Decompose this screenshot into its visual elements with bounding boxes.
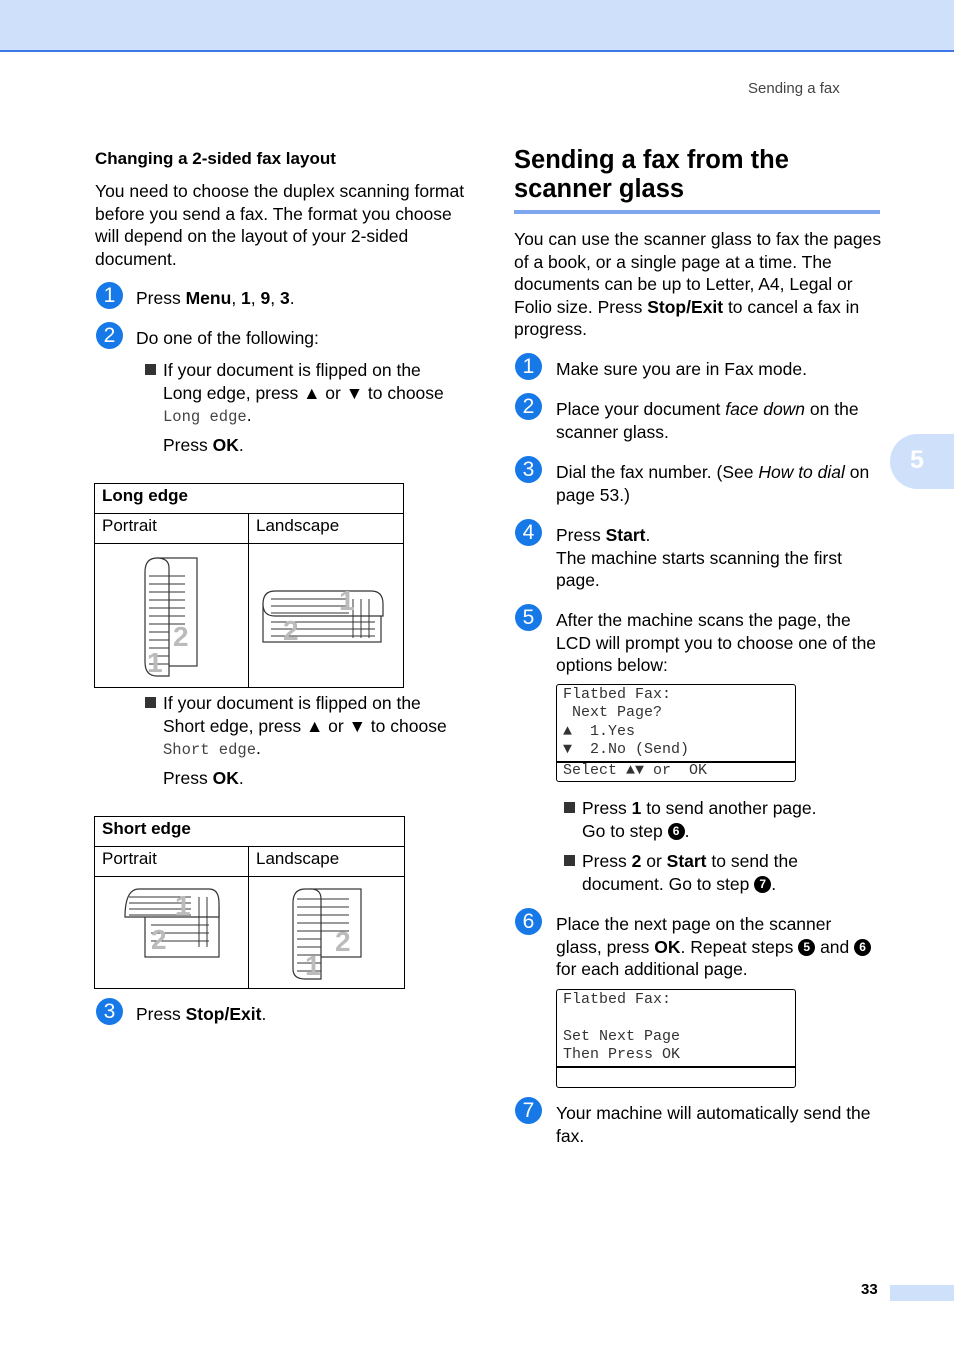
step-2-text: Place your document face down on the scanner glass. [556,399,859,442]
step-1-text: Make sure you are in Fax mode. [556,359,807,379]
step-number-2: 2 [96,322,123,349]
section-rule [514,210,880,214]
svg-text:2: 2 [151,924,167,955]
step-7-text: Your machine will automatically send the fax. [556,1103,871,1146]
bullet-square [564,802,575,813]
subheading: Changing a 2-sided fax layout [95,149,336,168]
chapter-number: 5 [910,446,924,474]
portrait-long-edge-figure [95,544,249,688]
step-number-6: 6 [515,908,542,935]
step-2-text: Do one of the following: [136,328,319,348]
table-title: Long edge [95,484,404,514]
bullet-square [145,697,156,708]
svg-text:1: 1 [147,647,163,678]
portrait-long-flip-icon [95,544,248,682]
lcd-display-next-page [556,684,796,782]
step-number-2: 2 [515,393,542,420]
step-ref-7: 7 [754,876,771,893]
lcd-line: Then Press OK [563,1046,681,1063]
bullet-long-edge: If your document is flipped on the Long edge, press ▲ or ▼ to choose Long edge. [163,360,444,426]
step-3-text: Press Stop/Exit. [136,1004,267,1024]
step-number-4: 4 [515,519,542,546]
step-ref-5: 5 [798,939,815,956]
step-number-3: 3 [515,456,542,483]
lcd-line: Select ▲▼ or OK [563,762,708,779]
svg-text:2: 2 [283,615,299,646]
section-title: Sending a fax from the scanner glass [514,146,789,203]
column-landscape: Landscape [249,514,404,544]
top-banner [0,0,954,52]
step-4-text: Press Start. The machine starts scanning the first page. [556,525,842,590]
svg-text:1: 1 [339,585,355,616]
intro-paragraph: You need to choose the duplex scanning format before you send a fax. The format you choose will depend on the layout of your 2-sided document. [95,181,465,269]
press-ok-short: Press OK. [163,768,244,788]
short-edge-table [94,816,405,989]
column-landscape: Landscape [249,847,405,877]
section-intro: You can use the scanner glass to fax the pages of a book, or a single page at a time. The documents can be up to Letter, A4, Legal or Folio size. Press Stop/Exit to cancel a fax in progress. [514,229,882,339]
chapter-tab [890,434,954,489]
svg-text:1: 1 [305,950,321,981]
step-number-7: 7 [515,1097,542,1124]
lcd-divider [557,1066,795,1068]
svg-text:2: 2 [173,621,189,652]
landscape-long-edge-figure [249,544,404,688]
lcd-line: ▼ 2.No (Send) [563,741,690,758]
step-number-1: 1 [515,353,542,380]
bullet-send-fax: Press 2 or Start to send the document. Go to step 7 . [582,851,798,894]
lcd-line: ▲ 1.Yes [563,723,636,740]
column-portrait: Portrait [95,847,249,877]
press-ok-long: Press OK. [163,435,244,455]
portrait-short-flip-icon [95,877,248,983]
svg-text:2: 2 [335,926,351,957]
lcd-line: Flatbed Fax: [563,991,672,1008]
landscape-long-flip-icon [249,544,403,682]
step-5-text: After the machine scans the page, the LCD will prompt you to choose one of the options below: [556,610,877,675]
lcd-line: Flatbed Fax: [563,686,672,703]
step-number-3: 3 [96,998,123,1025]
bullet-send-another: Press 1 to send another page. Go to step 6 . [582,798,817,841]
footer-bar [890,1285,954,1301]
landscape-short-edge-figure [249,877,405,989]
bullet-short-edge: If your document is flipped on the Short edge, press ▲ or ▼ to choose Short edge. [163,693,447,759]
step-3-text: Dial the fax number. (See How to dial on page 53.) [556,462,870,505]
bullet-square [145,364,156,375]
table-title: Short edge [95,817,405,847]
portrait-short-edge-figure [95,877,249,989]
step-ref-6: 6 [854,939,871,956]
running-header: Sending a fax [748,80,840,97]
step-number-5: 5 [515,604,542,631]
step-ref-6: 6 [668,823,685,840]
step-number-1: 1 [96,282,123,309]
lcd-line: Set Next Page [563,1028,681,1045]
landscape-short-flip-icon [249,877,404,983]
svg-text:1: 1 [175,890,191,921]
lcd-line: Next Page? [563,704,663,721]
column-portrait: Portrait [95,514,249,544]
long-edge-table [94,483,404,688]
page-number: 33 [861,1281,878,1298]
step-1-text: Press Menu, 1, 9, 3. [136,288,295,308]
bullet-square [564,855,575,866]
step-6-text: Place the next page on the scanner glass, press OK. Repeat steps 5 and 6 for each additional page. [556,913,878,981]
lcd-display-set-next-page [556,989,796,1088]
